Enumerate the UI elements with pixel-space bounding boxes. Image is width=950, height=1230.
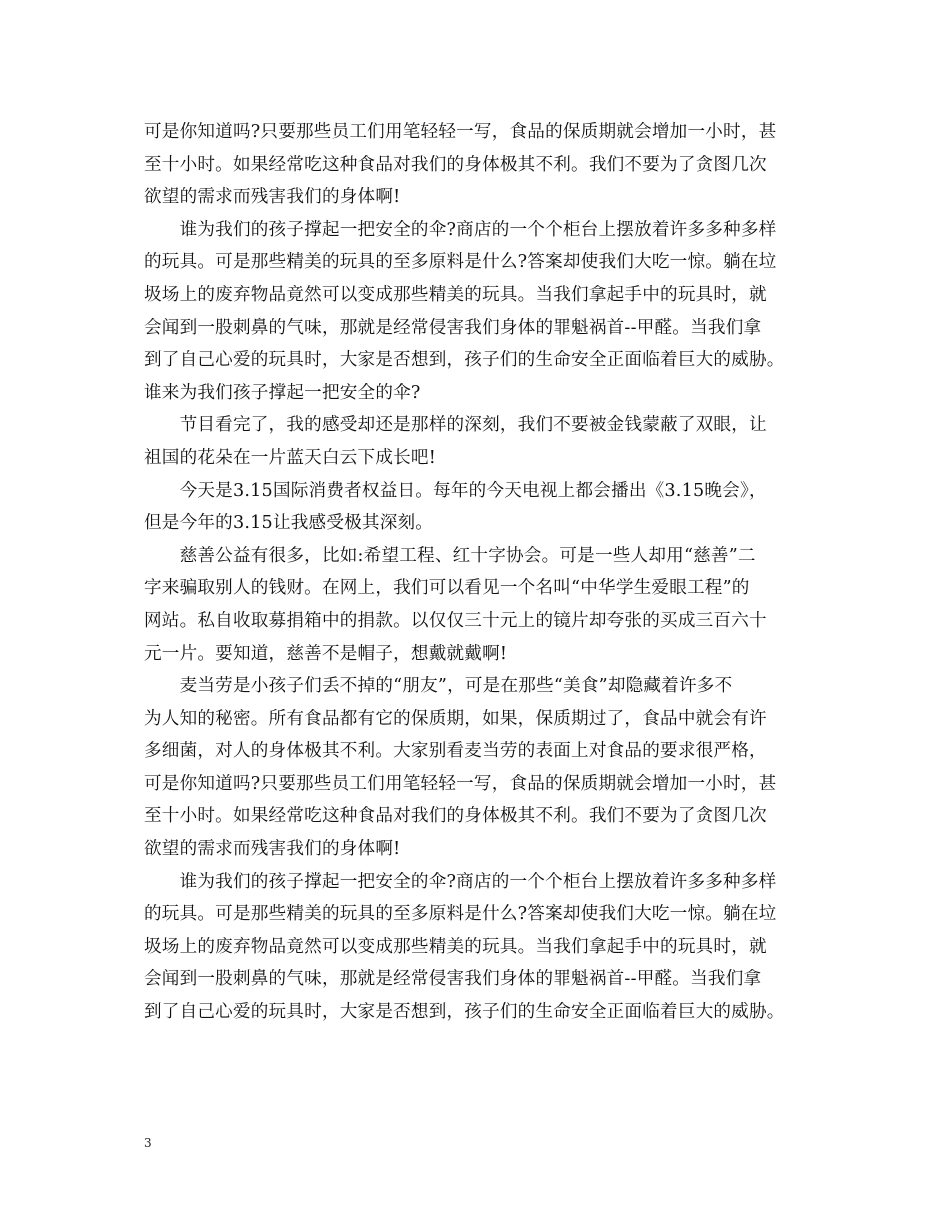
text-line: 可是你知道吗?只要那些员工们用笔轻轻一写，食品的保质期就会增加一小时，甚 — [144, 773, 777, 794]
text-line: 谁为我们的孩子撑起一把安全的伞?商店的一个个柜台上摆放着许多多种多样 — [144, 219, 777, 240]
text-line: 到了自己心爱的玩具时，大家是否想到，孩子们的生命安全正面临着巨大的威胁。 — [144, 1002, 785, 1023]
body-text — [144, 116, 814, 1029]
text-line: 会闻到一股刺鼻的气味，那就是经常侵害我们身体的罪魁祸首--甲醛。当我们拿 — [144, 317, 762, 338]
text-line: 可是你知道吗?只要那些员工们用笔轻轻一写，食品的保质期就会增加一小时，甚 — [144, 122, 777, 142]
text-line: 圾场上的废弃物品竟然可以变成那些精美的玩具。当我们拿起手中的玩具时，就 — [144, 936, 767, 957]
page-number: 3 — [144, 1136, 152, 1150]
text-line: 至十小时。如果经常吃这种食品对我们的身体极其不利。我们不要为了贪图几次 — [144, 806, 767, 827]
text-line: 欲望的需求而残害我们的身体啊! — [144, 839, 401, 860]
text-line: 字来骗取别人的钱财。在网上，我们可以看见一个名叫“中华学生爱眼工程”的 — [144, 578, 750, 599]
text-line: 圾场上的废弃物品竟然可以变成那些精美的玩具。当我们拿起手中的玩具时，就 — [144, 284, 767, 305]
text-line: 节目看完了，我的感受却还是那样的深刻，我们不要被金钱蒙蔽了双眼，让 — [144, 415, 767, 436]
text-line: 麦当劳是小孩子们丢不掉的“朋友”，可是在那些“美食”却隐藏着许多不 — [144, 676, 733, 697]
text-line: 祖国的花朵在一片蓝天白云下成长吧! — [144, 447, 436, 468]
text-line: 会闻到一股刺鼻的气味，那就是经常侵害我们身体的罪魁祸首--甲醛。当我们拿 — [144, 969, 762, 990]
text-line: 多细菌，对人的身体极其不利。大家别看麦当劳的表面上对食品的要求很严格， — [144, 741, 767, 762]
text-line: 慈善公益有很多，比如:希望工程、红十字协会。可是一些人却用“慈善”二 — [144, 545, 756, 566]
text-line: 的玩具。可是那些精美的玩具的至多原料是什么?答案却使我们大吃一惊。躺在垃 — [144, 904, 777, 925]
text-line: 欲望的需求而残害我们的身体啊! — [144, 187, 401, 208]
text-line: 为人知的秘密。所有食品都有它的保质期，如果，保质期过了，食品中就会有许 — [144, 708, 767, 729]
text-line: 谁为我们的孩子撑起一把安全的伞?商店的一个个柜台上摆放着许多多种多样 — [144, 871, 777, 892]
text-line: 但是今年的3.15让我感受极其深刻。 — [144, 513, 434, 534]
text-line: 到了自己心爱的玩具时，大家是否想到，孩子们的生命安全正面临着巨大的威胁。 — [144, 350, 785, 371]
text-line: 谁来为我们孩子撑起一把安全的伞? — [144, 382, 421, 403]
text-line: 网站。私自收取募捐箱中的捐款。以仅仅三十元上的镜片却夸张的买成三百六十 — [144, 610, 767, 631]
text-line: 今天是3.15国际消费者权益日。每年的今天电视上都会播出《3.15晚会》， — [144, 480, 767, 501]
text-line: 至十小时。如果经常吃这种食品对我们的身体极其不利。我们不要为了贪图几次 — [144, 154, 767, 175]
text-line: 的玩具。可是那些精美的玩具的至多原料是什么?答案却使我们大吃一惊。躺在垃 — [144, 252, 777, 273]
text-line: 元一片。要知道，慈善不是帽子，想戴就戴啊! — [144, 643, 508, 664]
